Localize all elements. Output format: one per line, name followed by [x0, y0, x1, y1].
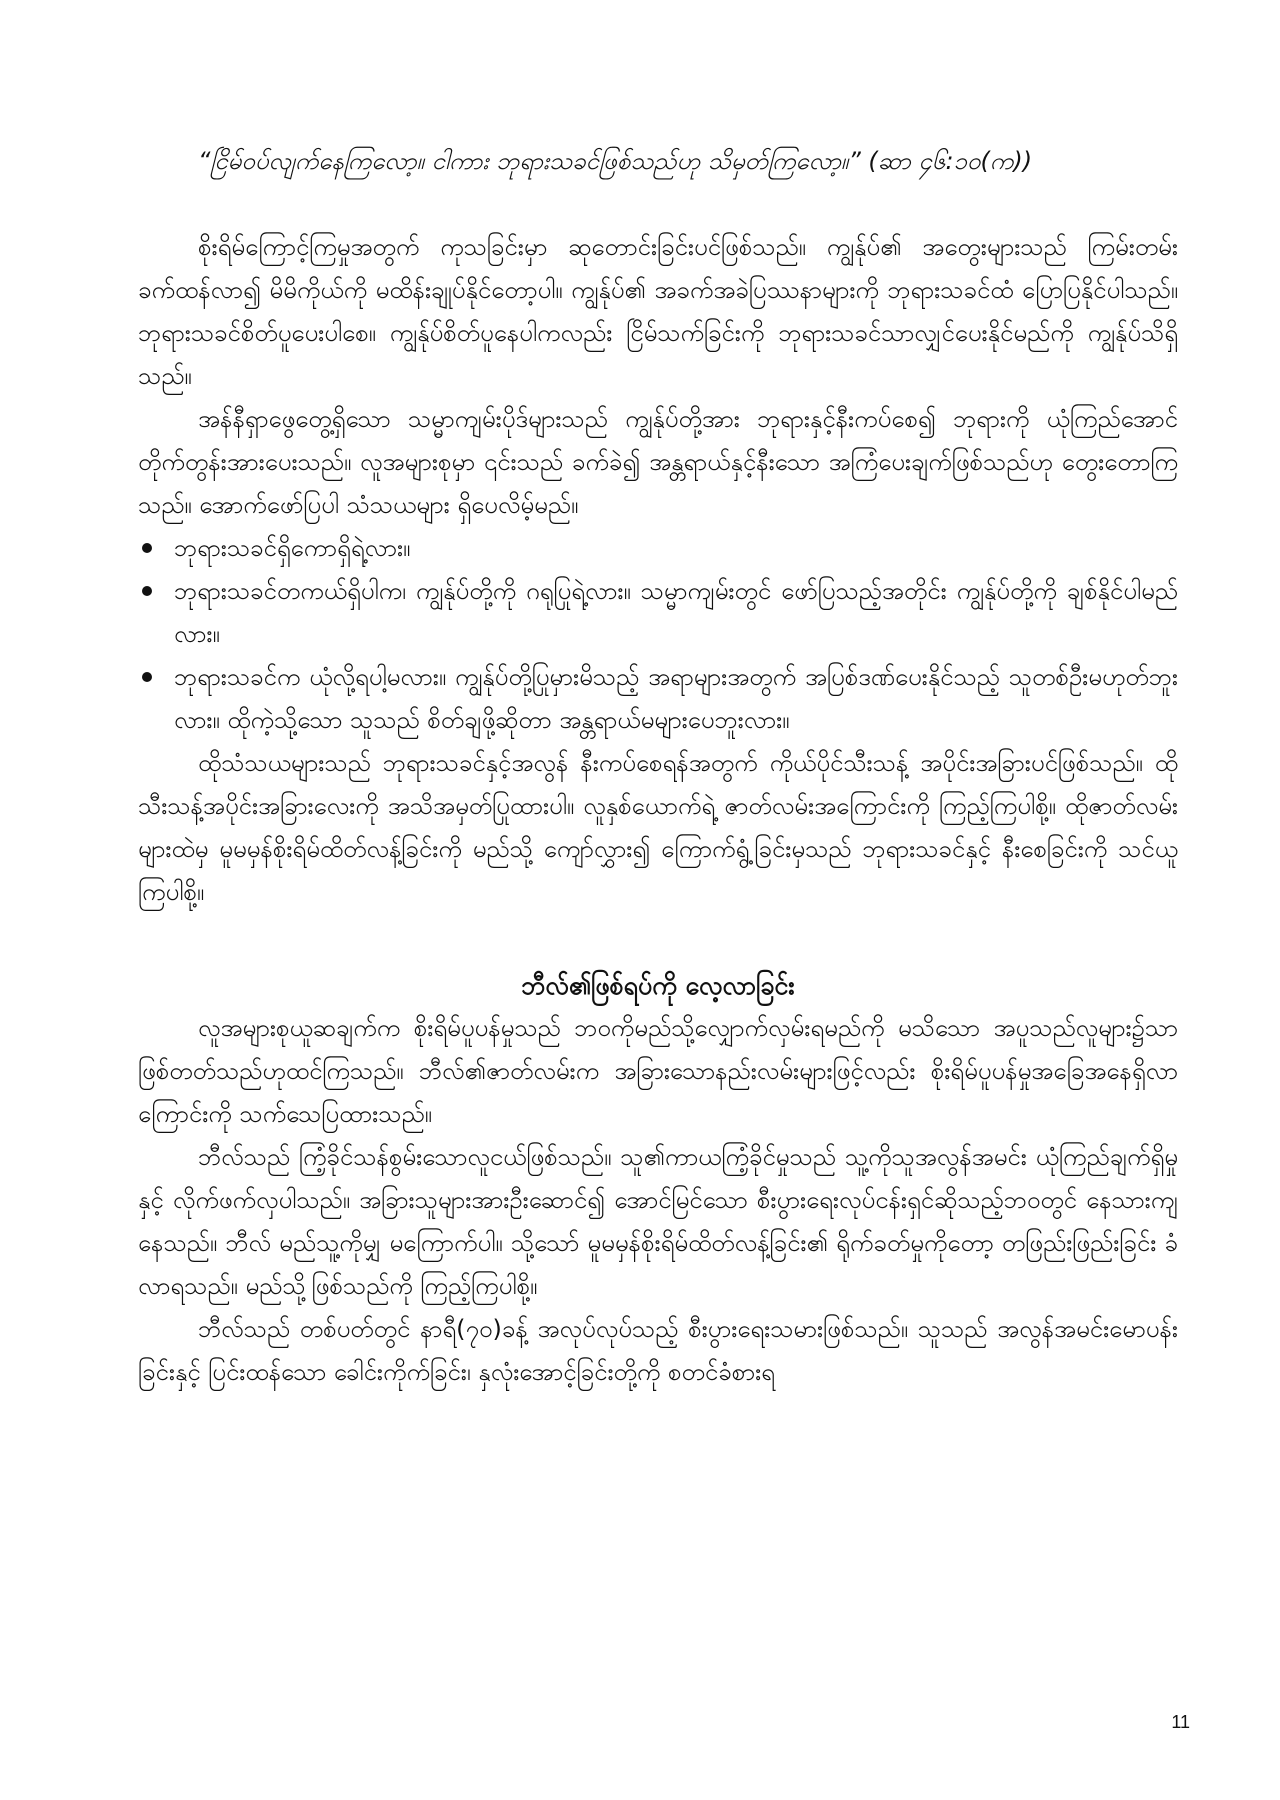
- page-content: [138, 140, 1178, 1394]
- paragraph: ထိုသံသယများသည် ဘုရားသခင်နှင့်အလွန် နီးကပ်စေရန်အတွက် ကိုယ်ပိုင်သီးသန့် အပိုင်းအခြားပင်ဖြစ်သည်။ ထိုသီးသန့်အပိုင်းအခြားလေးကို အသိအမှတ်ပြုထားပါ။ လူနှစ်ယောက်ရဲ့ ဇာတ်လမ်းအကြောင်းကို ကြည့်ကြပါစို့။ ထိုဇာတ်လမ်းများထဲမှ မူမမှန်စိုးရိမ်ထိတ်လန့်ခြင်းကို မည်သို့ ကျော်လွှား၍ ကြောက်ရွံ့ခြင်းမှသည် ဘုရားသခင်နှင့် နီးစေခြင်းကို သင်ယူကြပါစို့။: [138, 749, 1178, 906]
- bullet-icon: [142, 586, 152, 596]
- list-item-text: ဘုရားသခင်တကယ်ရှိပါက၊ ကျွန်ုပ်တို့ကို ဂရုပြုရဲ့လား။ သမ္မာကျမ်းတွင် ဖော်ပြသည့်အတိုင်း ကျွန်ုပ်တို့ကို ချစ်နိုင်ပါမည်လား။: [174, 577, 1178, 648]
- scripture-quote: “ငြိမ်ဝပ်လျက်နေကြလော့။ ငါကား ဘုရားသခင်ဖြစ်သည်ဟု သိမှတ်ကြလော့။” (ဆာ ၄၆:၁၀(က)): [198, 147, 1033, 175]
- paragraph: ဘီလ်သည် တစ်ပတ်တွင် နာရီ(၇၀)ခန့် အလုပ်လုပ်သည့် စီးပွားရေးသမားဖြစ်သည်။ သူသည် အလွန်အမင်းမောပန်းခြင်းနှင့် ပြင်းထန်သော ခေါင်းကိုက်ခြင်း၊ နှလုံးအောင့်ခြင်းတို့ကို စတင်ခံစားရ: [138, 1315, 1178, 1386]
- list-item-text: ဘုရားသခင်က ယုံလို့ရပါ့မလား။ ကျွန်ုပ်တို့ပြုမှားမိသည့် အရာများအတွက် အပြစ်ဒဏ်ပေးနိုင်သည့် သူတစ်ဦးမဟုတ်ဘူးလား။ ထိုကဲ့သို့သော သူသည် စိတ်ချဖို့ဆိုတာ အန္တရာယ်မများပေဘူးလား။: [174, 663, 1178, 734]
- section-heading: ဘီလ်၏ဖြစ်ရပ်ကို လေ့လာခြင်း: [521, 971, 795, 1000]
- list-item: [138, 527, 1178, 570]
- doubt-list: [138, 527, 1178, 742]
- spacer: [138, 183, 1178, 226]
- bullet-icon: [142, 672, 152, 682]
- list-item-text: ဘုရားသခင်ရှိကောရှိရဲ့လား။: [174, 534, 411, 562]
- bullet-icon: [142, 543, 152, 553]
- list-item: [138, 656, 1178, 742]
- list-item: [138, 570, 1178, 656]
- page-number: 11: [1171, 1712, 1190, 1732]
- paragraph: စိုးရိမ်ကြောင့်ကြမှုအတွက် ကုသခြင်းမှာ ဆုတောင်းခြင်းပင်ဖြစ်သည်။ ကျွန်ုပ်၏ အတွေးများသည် ကြမ်းတမ်းခက်ထန်လာ၍ မိမိကိုယ်ကို မထိန်းချုပ်နိုင်တော့ပါ။ ကျွန်ုပ်၏ အခက်အခဲပြဿနာများကို ဘုရားသခင်ထံ ပြောပြနိုင်ပါသည်။ ဘုရားသခင်စိတ်ပူပေးပါစေ။ ကျွန်ုပ်စိတ်ပူနေပါကလည်း ငြိမ်သက်ခြင်းကို ဘုရားသခင်သာလျှင်ပေးနိုင်မည်ကို ကျွန်ုပ်သိရှိသည်။: [138, 233, 1178, 390]
- paragraph: ဘီလ်သည် ကြံ့ခိုင်သန်စွမ်းသောလူငယ်ဖြစ်သည်။ သူ၏ကာယကြံ့ခိုင်မှုသည် သူ့ကိုသူအလွန်အမင်း ယုံကြည်ချက်ရှိမှုနှင့် လိုက်ဖက်လှပါသည်။ အခြားသူများအားဦးဆောင်၍ အောင်မြင်သော စီးပွားရေးလုပ်ငန်းရှင်ဆိုသည့်ဘဝတွင် နေသားကျနေသည်။ ဘီလ် မည်သူ့ကိုမျှ မကြောက်ပါ။ သို့သော် မူမမှန်စိုးရိမ်ထိတ်လန့်ခြင်း၏ ရိုက်ခတ်မှုကိုတော့ တဖြည်းဖြည်းခြင်း ခံလာရသည်။ မည်သို့ဖြစ်သည်ကို ကြည့်ကြပါစို့။: [138, 1143, 1178, 1300]
- spacer: [138, 914, 1178, 964]
- paragraph: လူအများစုယူဆချက်က စိုးရိမ်ပူပန်မှုသည် ဘဝကိုမည်သို့လျှောက်လှမ်းရမည်ကို မသိသော အပူသည်လူများ၌သာ ဖြစ်တတ်သည်ဟုထင်ကြသည်။ ဘီလ်၏ဇာတ်လမ်းက အခြားသောနည်းလမ်းများဖြင့်လည်း စိုးရိမ်ပူပန်မှုအခြေအနေရှိလာကြောင်းကို သက်သေပြထားသည်။: [138, 1014, 1178, 1128]
- paragraph: အန်နီရှာဖွေတွေ့ရှိသော သမ္မာကျမ်းပိုဒ်များသည် ကျွန်ုပ်တို့အား ဘုရားနှင့်နီးကပ်စေ၍ ဘုရားကို ယုံကြည်အောင် တိုက်တွန်းအားပေးသည်။ လူအများစုမှာ ၎င်းသည် ခက်ခဲ၍ အန္တရာယ်နှင့်နီးသော အကြံပေးချက်ဖြစ်သည်ဟု တွေးတောကြသည်။ အောက်ဖော်ပြပါ သံသယများ ရှိပေလိမ့်မည်။: [138, 405, 1178, 519]
